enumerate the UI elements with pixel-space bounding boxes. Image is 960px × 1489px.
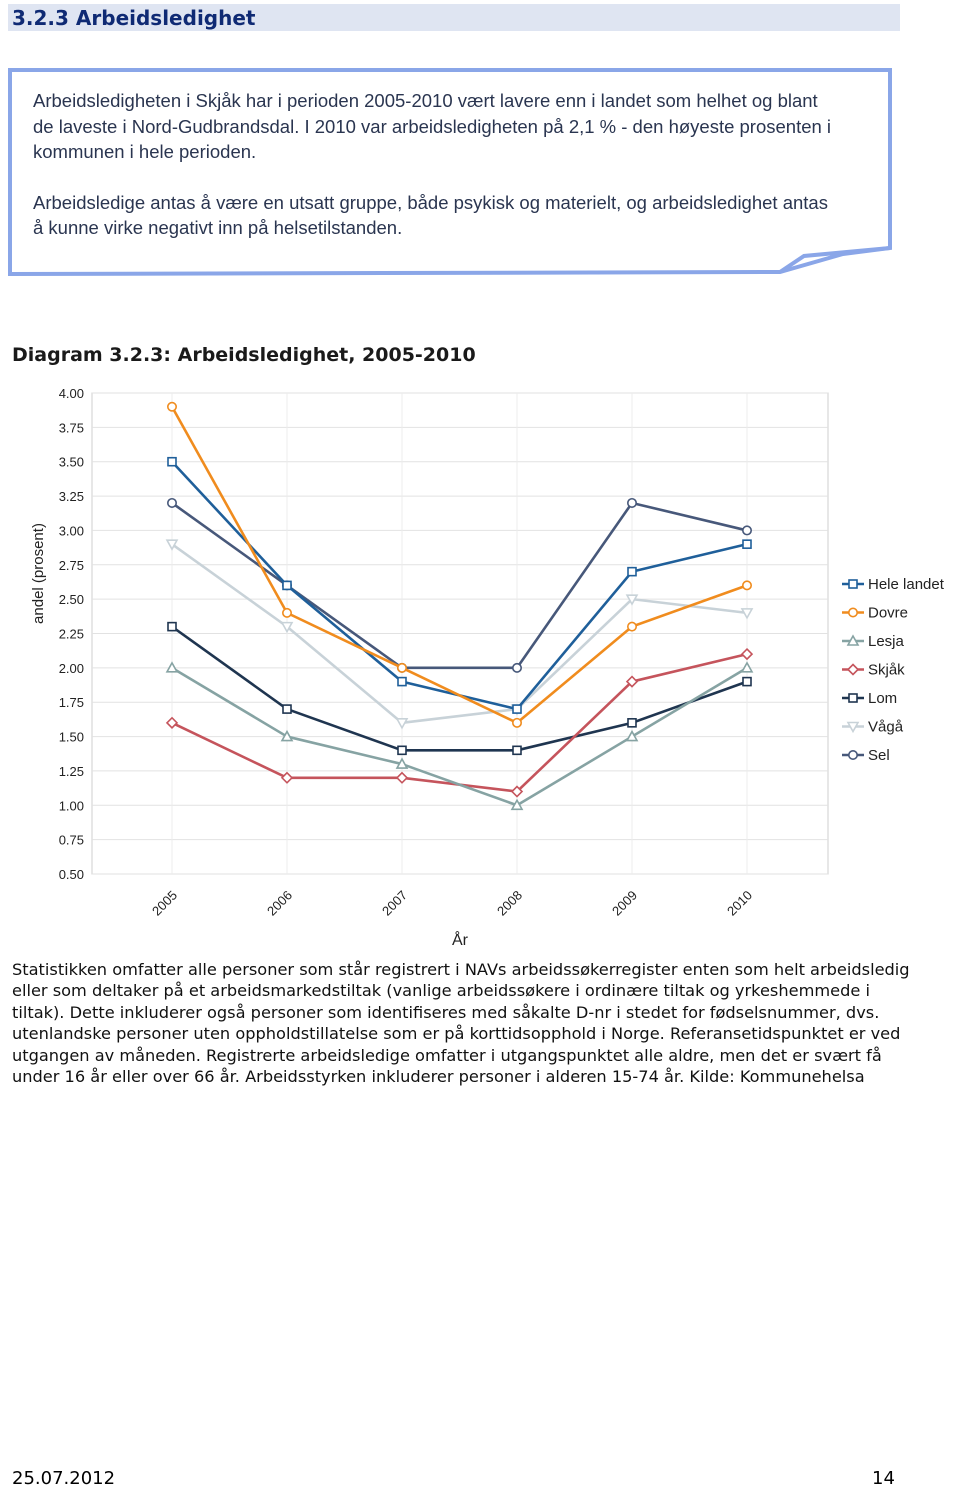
legend-label: Vågå	[868, 718, 904, 736]
y-tick-label: 1.75	[58, 695, 84, 711]
data-point-lom	[283, 705, 291, 713]
y-axis-label: andel (prosent)	[30, 523, 47, 624]
legend-item-lesja	[842, 633, 905, 650]
data-point-lom	[168, 623, 176, 631]
data-point-dovre	[168, 403, 176, 411]
legend-item-hele-landet	[842, 576, 945, 593]
section-heading: 3.2.3 Arbeidsledighet	[8, 4, 900, 31]
legend-item-sel	[842, 747, 890, 764]
source-note: Statistikken omfatter alle personer som står registrert i NAVs arbeidssøkerregister enten som helt arbeidsledig eller som deltaker på et arbeidsmarkedstiltak (vanlige arbeidssøkere i ordinære tiltak og yrkeshemmede i tiltak). Dette inkluderer også personer som identifiseres med såkalte D-nr i stedet for fødselsnummer, dvs. utenlandske personer uten oppholdstillatelse som er på korttidsopphold i Norge. Referansetidspunktet er ved utgangen av måneden. Registrerte arbeidsledige omfatter i utgangspunktet alle aldre, men det er svært få under 16 år eller over 66 år. Arbeidsstyrken inkluderer personer i alderen 15-74 år. Kilde: Kommunehelsa	[12, 960, 910, 1087]
x-tick-label: 2008	[494, 887, 526, 919]
data-point-sel	[628, 499, 636, 507]
y-tick-label: 2.50	[58, 592, 84, 608]
y-tick-label: 2.00	[58, 660, 84, 676]
x-tick-label: 2006	[264, 887, 296, 919]
footer-date: 25.07.2012	[12, 1468, 116, 1489]
data-point-lom	[513, 746, 521, 754]
legend-item-dovre	[842, 605, 908, 622]
legend-label: Sel	[868, 747, 890, 764]
legend-marker	[849, 751, 857, 759]
data-point-lom	[628, 719, 636, 727]
legend-label: Lom	[868, 690, 898, 707]
y-tick-label: 3.75	[58, 420, 84, 436]
y-tick-label: 0.50	[58, 867, 84, 882]
legend-label: Hele landet	[868, 576, 944, 593]
legend-label: Lesja	[868, 633, 904, 650]
legend-marker	[849, 580, 857, 588]
legend-item-v-g-	[842, 719, 904, 736]
legend-item-lom	[842, 690, 897, 707]
y-tick-label: 3.00	[58, 523, 84, 539]
data-point-hele-landet	[168, 458, 176, 466]
data-point-hele-landet	[628, 568, 636, 576]
y-tick-label: 3.50	[58, 454, 84, 470]
legend-marker	[848, 665, 858, 675]
callout-paragraph-1: Arbeidsledigheten i Skjåk har i perioden 2005-2010 vært lavere enn i landet som helhet og blant de laveste i Nord-Gudbrandsdal. I 2010 var arbeidsledigheten på 2,1 % - den høyeste prosenten i kommunen i hele perioden.	[33, 90, 832, 162]
x-tick-label: 2010	[724, 887, 756, 919]
y-tick-label: 2.75	[58, 557, 84, 573]
unemployment-line-chart	[0, 380, 960, 950]
x-tick-label: 2005	[149, 887, 181, 919]
legend-item-skj-k	[842, 662, 905, 679]
data-point-dovre	[283, 609, 291, 617]
callout-paragraph-2: Arbeidsledige antas å være en utsatt gruppe, både psykisk og materielt, og arbeidsledighet antas å kunne virke negativt inn på helsetilstanden.	[33, 191, 828, 238]
data-point-dovre	[743, 581, 751, 589]
data-point-lom	[398, 746, 406, 754]
data-point-hele-landet	[283, 581, 291, 589]
legend-marker	[849, 608, 857, 616]
diagram-title: Diagram 3.2.3: Arbeidsledighet, 2005-2010	[12, 344, 476, 366]
data-point-hele-landet	[513, 705, 521, 713]
data-point-lom	[743, 678, 751, 686]
y-tick-label: 0.75	[58, 832, 84, 848]
legend-marker	[849, 694, 857, 702]
data-point-sel	[513, 664, 521, 672]
legend-label: Skjåk	[868, 661, 905, 679]
data-point-sel	[168, 499, 176, 507]
y-tick-label: 3.25	[58, 489, 84, 505]
data-point-hele-landet	[743, 540, 751, 548]
data-point-hele-landet	[398, 678, 406, 686]
x-axis-label: År	[452, 932, 468, 949]
info-callout	[8, 68, 892, 276]
y-tick-label: 1.25	[58, 763, 84, 779]
data-point-dovre	[628, 622, 636, 630]
data-point-dovre	[398, 664, 406, 672]
page-number: 14	[872, 1468, 895, 1489]
y-tick-label: 2.25	[58, 626, 84, 642]
legend-label: Dovre	[868, 604, 909, 622]
x-tick-label: 2009	[609, 887, 641, 919]
y-tick-label: 4.00	[58, 386, 84, 401]
y-tick-label: 1.50	[58, 729, 84, 745]
y-tick-label: 1.00	[58, 798, 84, 814]
data-point-dovre	[513, 719, 521, 727]
data-point-sel	[743, 526, 751, 534]
x-tick-label: 2007	[379, 887, 411, 919]
